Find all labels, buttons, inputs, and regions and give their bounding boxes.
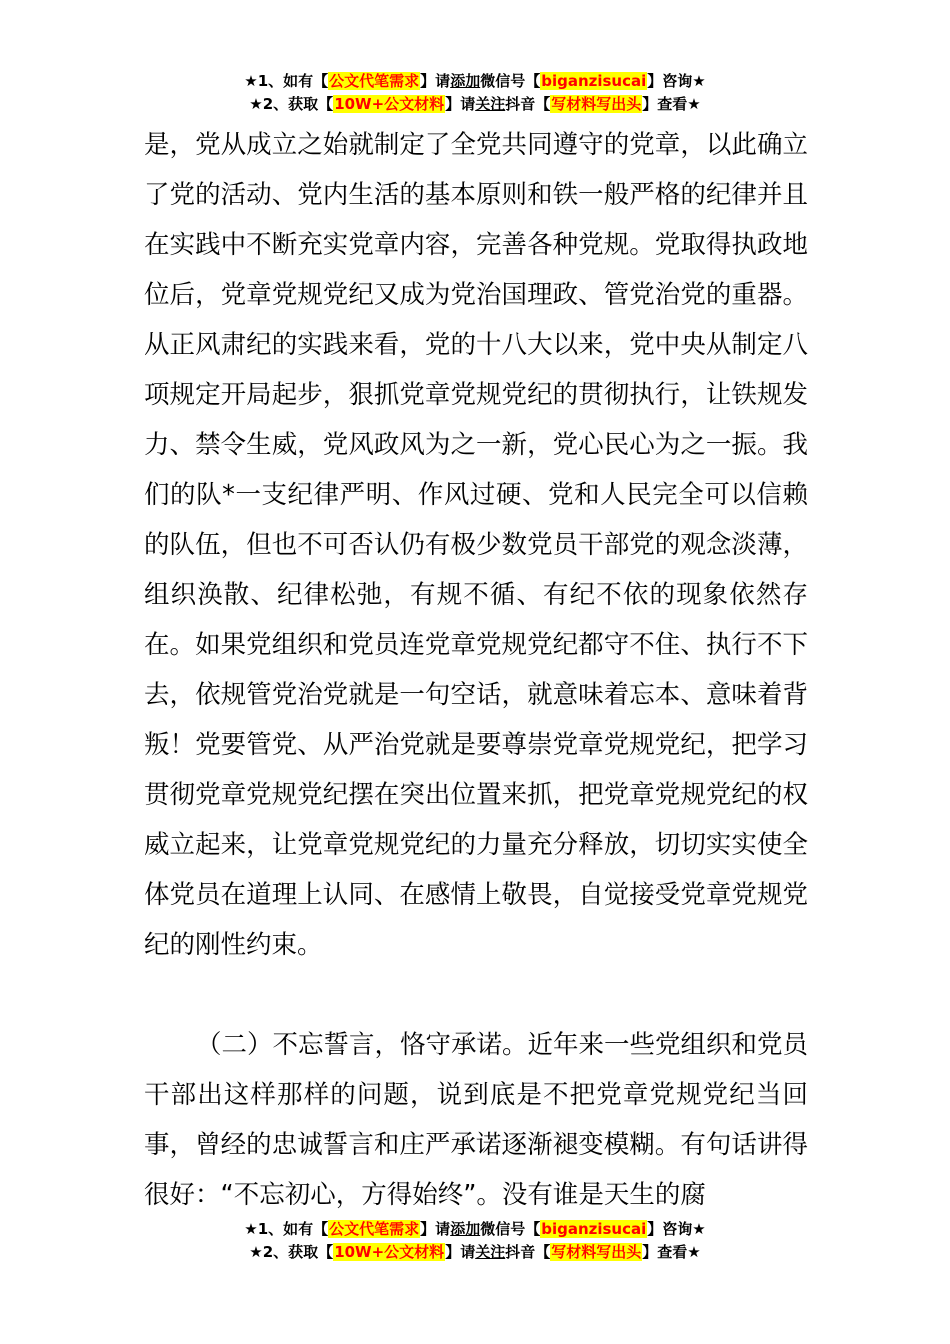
highlight-wechat-id: biganzisucai <box>541 1220 647 1238</box>
paragraph-spacer <box>144 970 808 1020</box>
footer-line-1: ★1、如有【公文代笔需求】请添加微信号【biganzisucai】咨询★ <box>244 1220 706 1238</box>
highlight-materials: 10W+公文材料 <box>334 95 445 113</box>
highlight-service: 公文代笔需求 <box>329 1220 420 1238</box>
highlight-douyin: 写材料写出头 <box>551 95 642 113</box>
highlight-materials: 10W+公文材料 <box>334 1243 445 1261</box>
banner-line-1: ★1、如有【公文代笔需求】请添加微信号【biganzisucai】咨询★ <box>244 72 706 90</box>
footer-banner <box>0 1218 950 1264</box>
footer-line-2: ★2、获取【10W+公文材料】请关注抖音【写材料写出头】查看★ <box>249 1243 701 1261</box>
body-paragraph-1: 是，党从成立之始就制定了全党共同遵守的党章，以此确立了党的活动、党内生活的基本原则和铁一般严格的纪律并且在实践中不断充实党章内容，完善各种党规。党取得执政地位后，党章党规党纪又成为党治国理政、管党治党的重器。从正风肃纪的实践来看，党的十八大以来，党中央从制定八项规定开局起步，狠抓党章党规党纪的贯彻执行，让铁规发力、禁令生威，党风政风为之一新，党心民心为之一振。我们的队*一支纪律严明、作风过硬、党和人民完全可以信赖的队伍，但也不可否认仍有极少数党员干部党的观念淡薄，组织涣散、纪律松弛，有规不循、有纪不依的现象依然存在。如果党组织和党员连党章党规党纪都守不住、执行不下去，依规管党治党就是一句空话，就意味着忘本、意味着背叛！党要管党、从严治党就是要尊崇党章党规党纪，把学习贯彻党章党规党纪摆在突出位置来抓，把党章党规党纪的权威立起来，让党章党规党纪的力量充分释放，切切实实使全体党员在道理上认同、在感情上敬畏，自觉接受党章党规党纪的刚性约束。 <box>144 130 808 960</box>
header-banner <box>0 70 950 116</box>
highlight-service: 公文代笔需求 <box>329 72 420 90</box>
banner-line-2: ★2、获取【10W+公文材料】请关注抖音【写材料写出头】查看★ <box>249 95 701 113</box>
highlight-douyin: 写材料写出头 <box>551 1243 642 1261</box>
highlight-wechat-id: biganzisucai <box>541 72 647 90</box>
body-paragraph-2: （二）不忘誓言，恪守承诺。近年来一些党组织和党员干部出这样那样的问题，说到底是不把党章党规党纪当回事，曾经的忠诚誓言和庄严承诺逐渐褪变模糊。有句话讲得很好：“不忘初心，方得始终”。没有谁是天生的腐 <box>144 1030 809 1210</box>
document-body <box>144 120 808 1220</box>
